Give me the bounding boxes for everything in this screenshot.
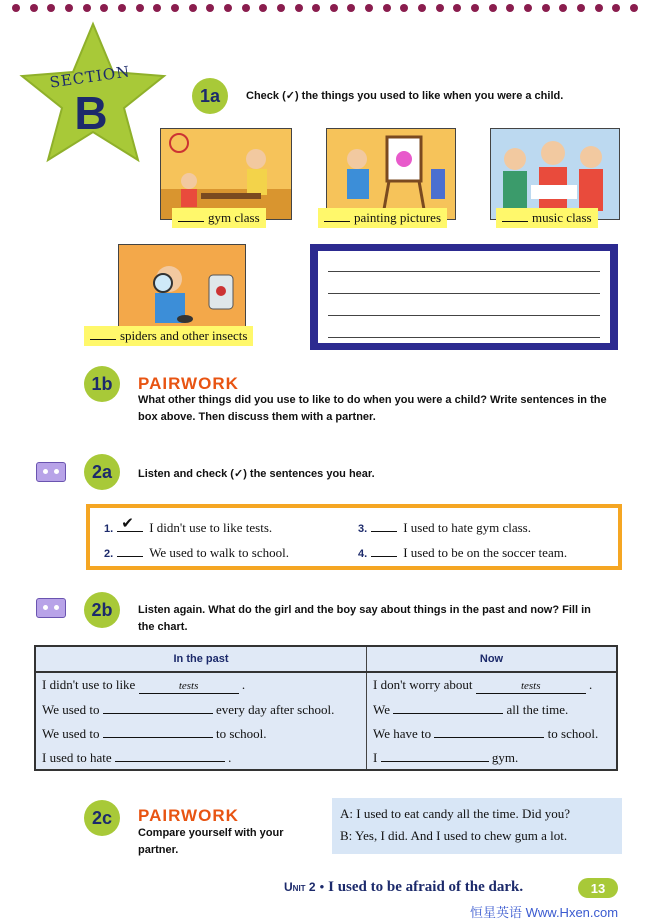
exercise-2c-badge: 2c — [84, 800, 120, 836]
fill-line[interactable] — [434, 724, 544, 738]
checkbox-line[interactable] — [502, 221, 528, 222]
writing-line[interactable] — [328, 293, 600, 294]
sentence-4: 4. I used to be on the soccer team. — [358, 545, 568, 560]
footer-unit: Unit 2 — [284, 880, 316, 894]
label-painting-pictures: painting pictures — [318, 208, 447, 228]
chart-header-now: Now — [367, 646, 618, 672]
check-line[interactable] — [117, 518, 143, 532]
chart-cell-past: We used to to school. — [35, 721, 367, 745]
gym-class-picture — [160, 128, 292, 220]
exercise-2b-instruction: Listen again. What do the girl and the boy say about things in the past and now? Fill in the chart. — [138, 604, 591, 633]
chart-cell-past: I didn't use to like tests . — [35, 672, 367, 697]
fill-line[interactable]: tests — [139, 680, 239, 694]
table-row — [35, 721, 617, 745]
writing-box-inner[interactable] — [318, 251, 610, 343]
fill-line[interactable] — [103, 724, 213, 738]
writing-box[interactable] — [310, 244, 618, 350]
painting-scene-icon — [327, 129, 455, 219]
section-letter: B — [74, 87, 108, 139]
page-number: 13 — [578, 878, 618, 898]
table-row — [35, 672, 617, 697]
chart-cell-past: I used to hate . — [35, 745, 367, 770]
chart-header-past: In the past — [35, 646, 367, 672]
chart-cell-now: We have to to school. — [367, 721, 618, 745]
writing-line[interactable] — [328, 337, 600, 338]
check-line[interactable] — [371, 518, 397, 532]
exercise-2a-badge: 2a — [84, 454, 120, 490]
exercise-1b-instruction: What other things did you use to like to do when you were a child? Write sentences in the box above. Then discuss them with a partner. — [138, 394, 607, 423]
check-mark-icon: ✔ — [121, 516, 134, 532]
dialog-line-b: B: Yes, I did. And I used to chew gum a lot. — [340, 828, 568, 843]
fill-line[interactable]: tests — [476, 680, 586, 694]
table-row — [35, 745, 617, 770]
exercise-2b-badge: 2b — [84, 592, 120, 628]
gym-scene-icon — [161, 129, 291, 219]
exercise-1a-instruction: Check (✓) the things you used to like when you were a child. — [246, 90, 564, 102]
checkbox-line[interactable] — [324, 221, 350, 222]
fill-line[interactable] — [103, 700, 213, 714]
writing-line[interactable] — [328, 271, 600, 272]
exercise-2c-instruction: Compare yourself with your partner. — [138, 827, 284, 856]
label-gym-class: gym class — [172, 208, 266, 228]
sentences-box — [86, 504, 622, 570]
exercise-2c-heading: PAIRWORK — [138, 806, 239, 825]
check-line[interactable] — [117, 543, 143, 557]
exercise-1b-badge: 1b — [84, 366, 120, 402]
chart-cell-past: We used to every day after school. — [35, 697, 367, 721]
checkbox-line[interactable] — [90, 339, 116, 340]
dialog-box — [332, 798, 622, 854]
exercise-1a-badge: 1a — [192, 78, 228, 114]
cassette-icon — [36, 598, 66, 618]
exercise-1b-heading: PAIRWORK — [138, 374, 239, 393]
label-spiders-insects: spiders and other insects — [84, 326, 253, 346]
check-line[interactable] — [371, 543, 397, 557]
sentence-2: 2. We used to walk to school. — [104, 545, 289, 560]
exercise-2a-instruction: Listen and check (✓) the sentences you hear. — [138, 468, 375, 480]
fill-line[interactable] — [393, 700, 503, 714]
painting-picture — [326, 128, 456, 220]
cassette-icon — [36, 462, 66, 482]
section-star-badge — [18, 20, 168, 170]
magnifier-scene-icon — [119, 245, 245, 331]
writing-line[interactable] — [328, 315, 600, 316]
dialog-line-a: A: I used to eat candy all the time. Did you? — [340, 806, 570, 821]
footer-title: I used to be afraid of the dark. — [328, 879, 524, 895]
spiders-picture — [118, 244, 246, 332]
fill-line[interactable] — [381, 748, 489, 762]
watermark: 恒星英语 Www.Hxen.com — [470, 905, 619, 920]
checkbox-line[interactable] — [178, 221, 204, 222]
sentence-1: 1. ✔ I didn't use to like tests. — [104, 516, 273, 535]
fill-in-chart — [34, 645, 618, 771]
sentence-3: 3. I used to hate gym class. — [358, 520, 531, 535]
chart-cell-now: We all the time. — [367, 697, 618, 721]
footer-unit-title: Unit 2 • I used to be afraid of the dark. — [284, 879, 524, 895]
music-scene-icon — [491, 129, 619, 219]
section-word: SECTION — [48, 62, 132, 92]
chart-cell-now: I gym. — [367, 745, 618, 770]
label-music-class: music class — [496, 208, 598, 228]
chart-cell-now: I don't worry about tests . — [367, 672, 618, 697]
table-row — [35, 697, 617, 721]
fill-line[interactable] — [115, 748, 225, 762]
music-class-picture — [490, 128, 620, 220]
